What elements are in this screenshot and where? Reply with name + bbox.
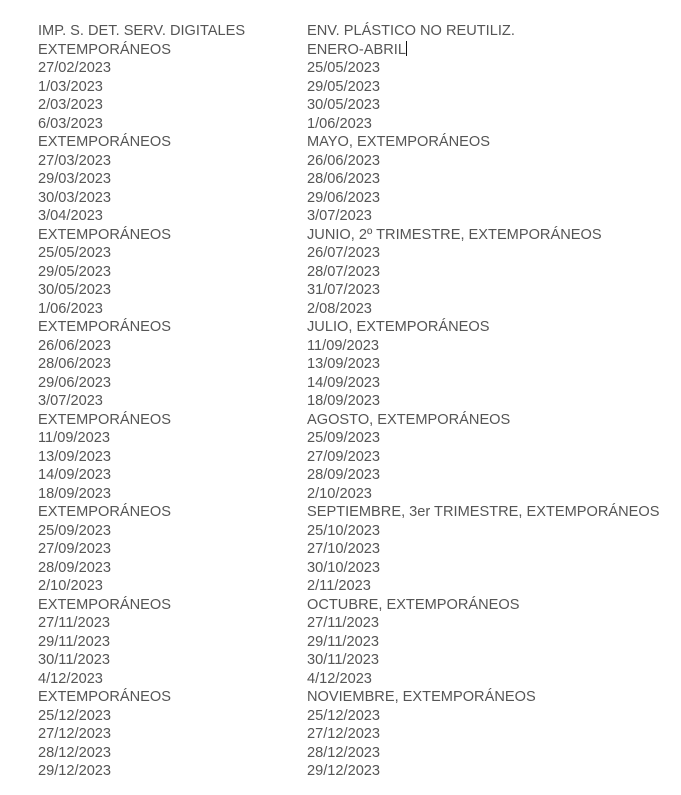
date-line[interactable]	[38, 744, 300, 763]
line-text: 29/12/2023	[307, 763, 381, 779]
section-label[interactable]	[38, 596, 300, 615]
date-line[interactable]	[307, 207, 677, 226]
line-text: 30/11/2023	[38, 652, 110, 668]
date-line[interactable]	[307, 96, 677, 115]
line-text: 1/06/2023	[38, 300, 103, 317]
date-line[interactable]	[307, 448, 677, 467]
date-line[interactable]	[307, 78, 677, 97]
section-label[interactable]	[38, 133, 300, 152]
date-line[interactable]	[307, 725, 677, 744]
line-text: 28/06/2023	[38, 356, 112, 372]
line-text: 27/11/2023	[38, 615, 110, 631]
date-line[interactable]	[38, 762, 300, 781]
line-text: 27/10/2023	[307, 541, 381, 557]
line-text: 30/05/2023	[307, 97, 381, 113]
line-text: SEPTIEMBRE, 3er TRIMESTRE, EXTEMPORÁNEOS	[307, 504, 660, 520]
line-text: 14/09/2023	[38, 467, 112, 483]
date-line[interactable]	[307, 244, 677, 263]
date-line[interactable]	[307, 189, 677, 208]
date-line[interactable]	[307, 762, 677, 781]
line-text: 2/11/2023	[307, 578, 371, 594]
section-label[interactable]	[307, 503, 677, 522]
line-text: JUNIO, 2º TRIMESTRE, EXTEMPORÁNEOS	[307, 226, 602, 243]
date-line[interactable]	[38, 355, 300, 374]
line-text: 2/03/2023	[38, 97, 103, 113]
line-text: ENV. PLÁSTICO NO REUTILIZ.	[307, 23, 515, 39]
line-text: ENERO-ABRIL	[307, 41, 406, 58]
line-text: 27/09/2023	[307, 448, 381, 465]
line-text: 27/12/2023	[38, 726, 112, 742]
line-text: 28/09/2023	[38, 559, 112, 576]
line-text: EXTEMPORÁNEOS	[38, 596, 171, 613]
date-line[interactable]	[38, 392, 300, 411]
date-line[interactable]	[307, 744, 677, 763]
line-text: EXTEMPORÁNEOS	[38, 689, 171, 705]
date-line[interactable]	[38, 429, 300, 448]
date-line[interactable]	[38, 577, 300, 596]
date-line[interactable]	[38, 170, 300, 189]
date-line[interactable]	[38, 374, 300, 393]
line-text: EXTEMPORÁNEOS	[38, 319, 171, 335]
line-text: AGOSTO, EXTEMPORÁNEOS	[307, 411, 511, 428]
date-line[interactable]	[38, 614, 300, 633]
date-line[interactable]	[307, 59, 677, 78]
section-label[interactable]	[38, 688, 300, 707]
date-line[interactable]	[307, 559, 677, 578]
line-text: 11/09/2023	[38, 430, 110, 446]
line-text: 2/10/2023	[38, 578, 103, 594]
section-label[interactable]	[307, 133, 677, 152]
line-text: EXTEMPORÁNEOS	[38, 41, 171, 58]
section-label[interactable]	[38, 318, 300, 337]
line-text: 3/04/2023	[38, 208, 103, 224]
section-label[interactable]	[38, 411, 300, 430]
line-text: 28/12/2023	[307, 744, 381, 761]
line-text: OCTUBRE, EXTEMPORÁNEOS	[307, 596, 520, 613]
date-line[interactable]	[307, 651, 677, 670]
date-line[interactable]	[38, 522, 300, 541]
line-text: MAYO, EXTEMPORÁNEOS	[307, 134, 490, 150]
line-text: 18/09/2023	[38, 485, 112, 502]
line-text: 28/07/2023	[307, 263, 381, 280]
column-heading-digital-services[interactable]	[38, 22, 300, 41]
date-line[interactable]	[307, 466, 677, 485]
line-text: 27/02/2023	[38, 60, 112, 76]
date-line[interactable]	[38, 78, 300, 97]
date-line[interactable]	[38, 725, 300, 744]
date-line[interactable]	[307, 614, 677, 633]
date-line[interactable]	[307, 152, 677, 171]
date-line[interactable]	[38, 281, 300, 300]
line-text: 26/06/2023	[38, 337, 112, 354]
date-line[interactable]	[38, 189, 300, 208]
date-line[interactable]	[307, 540, 677, 559]
line-text: 14/09/2023	[307, 374, 381, 391]
line-text: 29/03/2023	[38, 171, 112, 187]
line-text: 28/06/2023	[307, 171, 381, 187]
line-text: EXTEMPORÁNEOS	[38, 134, 171, 150]
line-text: 25/12/2023	[38, 707, 112, 724]
section-label[interactable]	[38, 226, 300, 245]
left-column	[38, 22, 300, 781]
section-label[interactable]	[38, 41, 300, 60]
date-line[interactable]	[307, 281, 677, 300]
date-line[interactable]	[307, 485, 677, 504]
date-line[interactable]	[38, 670, 300, 689]
date-line[interactable]	[307, 300, 677, 319]
line-text: 29/06/2023	[307, 189, 381, 206]
date-line[interactable]	[38, 207, 300, 226]
line-text: 30/05/2023	[38, 282, 112, 298]
line-text: JULIO, EXTEMPORÁNEOS	[307, 319, 490, 335]
date-line[interactable]	[38, 300, 300, 319]
date-line[interactable]	[307, 263, 677, 282]
date-line[interactable]	[307, 429, 677, 448]
line-text: 4/12/2023	[38, 670, 103, 687]
column-heading-plastic-packaging[interactable]	[307, 22, 677, 41]
line-text: 13/09/2023	[307, 356, 381, 372]
line-text: 30/10/2023	[307, 559, 381, 576]
line-text: EXTEMPORÁNEOS	[38, 226, 171, 243]
line-text: 30/03/2023	[38, 189, 112, 206]
date-line[interactable]	[307, 707, 677, 726]
date-line[interactable]	[307, 392, 677, 411]
section-label[interactable]	[307, 226, 677, 245]
date-line[interactable]	[307, 670, 677, 689]
line-text: 29/11/2023	[38, 633, 110, 650]
line-text: 25/10/2023	[307, 522, 381, 539]
line-text: 27/12/2023	[307, 726, 381, 742]
line-text: 1/06/2023	[307, 115, 372, 132]
date-line[interactable]	[38, 485, 300, 504]
section-label[interactable]	[307, 596, 677, 615]
line-text: 18/09/2023	[307, 393, 381, 409]
section-label[interactable]	[307, 411, 677, 430]
date-line[interactable]	[307, 115, 677, 134]
line-text: 26/07/2023	[307, 245, 381, 261]
line-text: 2/10/2023	[307, 485, 372, 502]
line-text: 28/09/2023	[307, 467, 381, 483]
date-line[interactable]	[38, 540, 300, 559]
line-text: IMP. S. DET. SERV. DIGITALES	[38, 23, 246, 39]
date-line[interactable]	[307, 577, 677, 596]
line-text: 25/05/2023	[307, 60, 381, 76]
date-line[interactable]	[38, 244, 300, 263]
date-line[interactable]	[38, 152, 300, 171]
line-text: 25/09/2023	[38, 522, 112, 539]
date-line[interactable]	[307, 633, 677, 652]
section-label[interactable]	[307, 41, 677, 60]
line-text: 4/12/2023	[307, 670, 372, 687]
date-line[interactable]	[38, 448, 300, 467]
line-text: EXTEMPORÁNEOS	[38, 504, 171, 520]
date-line[interactable]	[38, 115, 300, 134]
line-text: 27/09/2023	[38, 541, 112, 557]
line-text: 25/09/2023	[307, 430, 381, 446]
date-line[interactable]	[38, 466, 300, 485]
line-text: 29/12/2023	[38, 763, 112, 779]
right-column	[307, 22, 677, 781]
date-line[interactable]	[38, 96, 300, 115]
line-text: 25/12/2023	[307, 707, 381, 724]
line-text: 27/03/2023	[38, 152, 112, 169]
line-text: 3/07/2023	[38, 393, 103, 409]
date-line[interactable]	[307, 355, 677, 374]
date-line[interactable]	[38, 651, 300, 670]
date-line[interactable]	[38, 707, 300, 726]
date-line[interactable]	[38, 263, 300, 282]
line-text: NOVIEMBRE, EXTEMPORÁNEOS	[307, 689, 536, 705]
line-text: 27/11/2023	[307, 615, 379, 631]
date-line[interactable]	[307, 522, 677, 541]
line-text: 29/05/2023	[38, 263, 112, 280]
date-line[interactable]	[38, 59, 300, 78]
line-text: 30/11/2023	[307, 652, 379, 668]
line-text: 26/06/2023	[307, 152, 381, 169]
line-text: 28/12/2023	[38, 744, 112, 761]
date-line[interactable]	[307, 374, 677, 393]
date-line[interactable]	[307, 170, 677, 189]
date-line[interactable]	[307, 337, 677, 356]
line-text: EXTEMPORÁNEOS	[38, 411, 171, 428]
date-line[interactable]	[38, 337, 300, 356]
section-label[interactable]	[38, 503, 300, 522]
line-text: 6/03/2023	[38, 115, 103, 132]
line-text: 29/06/2023	[38, 374, 112, 391]
line-text: 25/05/2023	[38, 245, 112, 261]
line-text: 29/05/2023	[307, 78, 381, 95]
line-text: 2/08/2023	[307, 300, 372, 317]
line-text: 29/11/2023	[307, 633, 379, 650]
line-text: 1/03/2023	[38, 78, 103, 95]
section-label[interactable]	[307, 688, 677, 707]
line-text: 3/07/2023	[307, 208, 372, 224]
section-label[interactable]	[307, 318, 677, 337]
date-line[interactable]	[38, 633, 300, 652]
text-cursor	[406, 41, 407, 56]
line-text: 31/07/2023	[307, 282, 381, 298]
line-text: 11/09/2023	[307, 337, 379, 354]
line-text: 13/09/2023	[38, 448, 112, 465]
date-line[interactable]	[38, 559, 300, 578]
